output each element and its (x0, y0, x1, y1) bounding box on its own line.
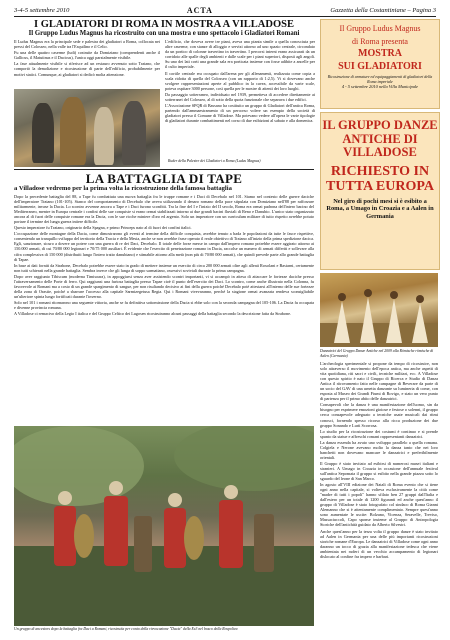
gladiatori-column-1 (14, 39, 160, 87)
danze-heading-2: RICHIESTO IN TUTTA EUROPA (326, 163, 434, 194)
paragraph: L'Associazione SPQR di Bassano ha costituito un gruppo di Gladiatori dell'antica Roma, partendo dall'ammaestramento di un percorso volere un esempio della società di gladiatori presso il Comune di Villadose. Ma potevano vedere all'opera le varie tipologie di gladiatori durante combattimenti nel corso di due esibizioni al sabato e alla domenica. (165, 103, 315, 124)
battaglia-body (14, 194, 314, 422)
gladiatori-subtitle: Il Gruppo Ludus Magnus ha ricostruito con una mostra e uno spettacolo i Gladiatori Romani (28, 30, 300, 37)
mostra-announcement (320, 19, 440, 109)
paragraph: Solo nel 101 i romani ritornarono una seguente vittoria, anche se fu definitiva sottomissione della Dacia si ebbe solo con la seconda campagna del 105-106. La Dacia fu occupata e divenne provincia romana. (14, 299, 314, 310)
paragraph: In base ai dati forniti da Strabone, Decebalo potrebbe essere stato in grado di mettere insieme un esercito di circa 200 000 armati oltre agli alleati Roxolani e Bastarni, certamente non tutti schierati nella grande battaglia. Sembra invece che gli lunga di soppo sarmatiano, ossessivi soviviali durante la prima campagna. (14, 262, 314, 273)
header-date: 3-4-5 settembre 2010 (14, 6, 70, 14)
danze-announcement (320, 112, 440, 270)
danze-heading: IL GRUPPO DANZE ANTICHE DI VILLADOSE (322, 118, 438, 159)
paragraph: Dopo la precedente battaglia del 88, a Tape fu combattuta una nuova battaglia fra le truppe romane e i Daci di Decebalo nel 101. Siamo nel contesto delle guerre daciche dell'imperatore Traiano (101-105). Stanco del comportamento di Decebalo che aveva utilizzando il denaro romano della pace stipulata con Domiziano nell'88 per rafforzare militarmente, invase la Dacia. Lo scontro avvenne ancora a Tape e i Daci furono sconfitti. Tra la fine del I e l'inizio del II secolo, Roma era ormai padrona dell'intero bacino del Mediterraneo, mentre in Europa centrale i confini delle sue conquiste si erano ormai stabilizzati intorno ai due grandi bacini fluviali di Reno e Danubio. L'unico stato organizzato ancora al di fuori delle conquiste romane era la Dacia, con le sue ricche miniere d'oro ed argento. Solo un imperatore con un curriculum militare di tutto rispetto avrebbe potuto portare il termine dei lunga guerra intiere difficile. (14, 194, 314, 225)
paragraph: L'edificio, che doveva avere tre piani, aveva una pianta simile a quella conosciuta per altre caserme, con stanze di alloggio e servizi attorno ad uno spazio centrale, circondato da un portico di colonne travertino in travertino. I percorsi interni erano assicurati da un corridoio alle spalle degli ambienti e dalle scale per i piani superiori, disposti agli angoli. Su uno dei lati corti una grande sala era porticata insieme con fosse adibite a ancelle per il culto imperiale. (165, 39, 315, 70)
paragraph: Da passaggio sotterraneo, individuato nel 1939, permetteva di accedere direttamente ai sotterranei del Colosseo, al di sotto della quota funzionale che separava i due edifici. (165, 91, 315, 103)
battaglia-photo-scene (14, 426, 314, 626)
paragraph: Consapevoli che la danza è una manifestazione dell'uomo, sin da bisogno per esprimere emozioni gioiose e festose o solenni, il gruppo cerca consapevole adeguato a tecniche usate musicali dai ritmi conosci, fornendo spesso ricorso alla ricca produzione dei due gruppo Sonando e Lurii Scorrosa. (320, 402, 438, 428)
paragraph: L'occupazione delle montagne della Dacia, come dimostrarono gli eventi al termine della difficile conquista, avrebbe tenuto a bada le popolazioni da tutte le fasce rispettive, consentendo un tranquillo sviluppo del territorio della Tracia e della Mesia, anche se non avrebbe frase operato il reale obiettivo di Traiano all'inizio della prima spedizione dacica. Egli, sanzionare, sicuro a dovere un potere con una guerra di re dei Daci, Decebalo. Il totale delle forze messe in campo dall'impero romano potrebbe essere aggirato attorno ai 150.000 armati, di cui 70/80 000 legionari e 70/75 000 ausiliari. È evidente che l'esercito di penetrazione romano in Dacia, raccolse un numero di armati differiti e sollevare alla cifra complessiva di 150 000 (distribuiti lungo l'intero tratto danubiano) e stimabile attorno alla metà (non più di 70/80 000 armati), che quindi prevede parte allo grande battaglia di Tapae. (14, 231, 314, 262)
danze-photo-caption: Danzatrici del Gruppo Danze Antiche nel 2009 alla Römische römische di Aalen (Germania) (320, 349, 434, 358)
gladiatori-column-2 (165, 39, 315, 165)
gladiatori-photo-caption: Ruder della Palestre dei Gladiatori a Roma (Ludus Magnus) (168, 159, 261, 163)
announcement-line: di Roma presenta (352, 37, 408, 46)
header-page-info: Gazzetta della Costantiniane – Pagina 3 (330, 6, 436, 14)
paragraph: Il cortile centrale era occupato dall'arena per gli allenamenti, realizzata come copia a scala ridotta di quella del Colosseo (con un rapporto di 1:2,5). Vi si dovevano anche svolgere rappresentazioni aperte al pubblico in la cavea, accessibile da varie scale, poteva ospitare 3000 persone, così quella per le mostre di attenti dei loro luoghi. (165, 70, 315, 91)
paragraph: Dopo aver raggiunto Tibiscum (moderna Timisoara), in appoggiarsi senza aver assistendo scontri importanti, vi si accampò in attesa di attaccare le fortezze daciche presso l'attraversamento delle Porte di ferro. Qui raggiunsi una furiosa battaglia presso Tapae cioè il punto dell'esercito dei Daci. Lo scontro, come anche illustrato nella Colonna, fu favorevole ai Romani ma a costo di un grande spargimento di sangue, per non risultando decisivo ai fini della guerra poiché Decebalo potè attestarsi all'interno delle sue fortezze della zona di Orastie, poiché a sbarrare l'accesso alla capitale Sarmizegetusa Regia. Qui i Romani vivevaranno, perché la stagione ormai avanzata rendeva sconsigliabile un'ulteriore spinta lungo fortificati durante l'inverno. (14, 273, 314, 299)
danze-subheading: Nel giro di pochi mesi si è esibito a Roma, a Umago in Croazia e a Aalen in Germania (326, 197, 434, 221)
paragraph: La danza essenda ha avuto uno sviluppo parallelo a quella romana. Colgiela e Nerone avevano molto la danza tanto che nei loro banchetti non dovevano mancare le danzatrici e preferibilmente orientali. (320, 439, 438, 460)
newspaper-logo: ACTA (186, 5, 213, 15)
paragraph: L'archeologia sperimentale si propone da tempo di ricostruire, non solo attraverso il movimento dell'epoca antica, ma anche aspetti di vita quotidiana, riti sacri e civili, tecniche militari, ecc. A Villadose con questo spirito è nato il Gruppo di Ricerca e Studio di Danza Antica il ritrovamento fatto nelle campagne di Beverare da parte di un socio del GAV di una urnetta danzante su lumineria di come, con esposta al Museo dei Grandi Fiumi di Rovigo, e stato un vero punto di partenza per il primo abito delle danzatrici. (320, 361, 438, 402)
danze-photo-scene (320, 273, 438, 347)
paragraph: Questo imperatore fu Traiano, originario della Spagna, e primo Princeps nato al di fuori dei confini italici. (14, 225, 192, 231)
page-header (14, 4, 436, 17)
danze-photo (320, 273, 438, 347)
paragraph: In agosto all'VIII edizione dei Natali di Roma evento che si tiene ogni anno nella capitale, si volteva esclusivamente la città come "madre di tutti i popoli" hanno sfilato ben 27 gruppi dall'Italia e dall'estero per un totale di 1200 figuranti ed anche quest'anno il gruppo di Villadose è stato fotografato col sindaco di Roma Gianni Alemanno che si è attentamente complimentato. Sempre quest'anno sono aumentate le uscite: Bolzano, Vicenza, Seravelle, Treviso, Massaciuccoli, Capo sponse insieme al Gruppo di Antropologia Storiche dell'antichità guidato da Alberto Silvestri. (320, 482, 438, 528)
announcement-date: 4 - 5 settembre 2010 nella Villa Municipale (341, 84, 419, 89)
paragraph: Anche quest'anno per la terza volta il gruppo danze è stato invitato ad Aalen in Germania per una delle più importanti ricostruzioni storiche romane d'Europa. Le danzatrici di Villadose come ogni anno daranno un tocco di grazia alla manifestazione tedesca che viene ambientata nei ruderi di un vecchio accampamento di legionari dislocato al confine fra impero e barbari. (320, 528, 438, 559)
announcement-heading: MOSTRA (358, 48, 402, 59)
battaglia-subtitle: a Villadose vedremo per la prima volta la ricostruzione della famosa battaglia (14, 185, 232, 192)
announcement-description: Ricostruzione di armature ed equipaggiamenti di gladiatori della Roma imperiale (327, 74, 433, 84)
paragraph: Il Gruppo è stato invitato ad esibirsi di numerosi musei italiani e stranieri. A Umago in Croazia in occasione dell'annuale festival sull'antica Sepomaia il gruppo si esibito nella grande piazza sotto lo sguardo del leone di San Marco. (320, 460, 438, 482)
gladiatori-title: I GLADIATORI DI ROMA IN MOSTRA A VILLADOSE (34, 19, 294, 30)
danze-body (320, 361, 438, 633)
battaglia-photo (14, 426, 314, 626)
paragraph: Il Ludus Magnus era la principale sede e palestra dei gladiatori a Roma, collocata nei pressi del Colosseo, nella valle tra l'Esquilino e il Celio. (14, 39, 160, 50)
announcement-heading: SUI GLADIATORI (338, 61, 422, 72)
paragraph: La fase attualmente visibile si riferisce ad un restauro avvenuto sotto Traiano, che comportò la demolizione e ricostruzione di parte dell'edificio, probabilmente per motivi statici. Comunque, ai gladiatori si dedicò molta attenzione. (14, 61, 160, 77)
gladiatori-photo (14, 89, 160, 167)
paragraph: Fu una delle quattro caserme (ludi) costruite da Domiziano (comprendenti anche il Gallicus, il Matutinus e il Dacicus), l'unica oggi parzialmente visibile. (14, 50, 160, 61)
paragraph: Lo studio per la ricostruzione dei costumi è continuo e si prende spunto da statue e affreschi romani rappresentanti danzatrici. (320, 428, 438, 439)
battaglia-title: LA BATTAGLIA DI TAPE (14, 169, 314, 187)
paragraph: A Villadose ci remacivo della Legio I italica e del Gruppo Celtico dei Lugosen ricostruiranno alcuni passaggi della battaglia secondo la descrizione fatta da Strabone. (14, 311, 291, 317)
battaglia-photo-caption: Un gruppo di ancestors dopo la battaglia fra Daci a Romani, ricostruita per conto della rievocazione "Dacia" della Ex3 nel bosco della Rospoliva (14, 627, 238, 631)
announcement-line: Il Gruppo Ludus Magnus (339, 24, 421, 33)
